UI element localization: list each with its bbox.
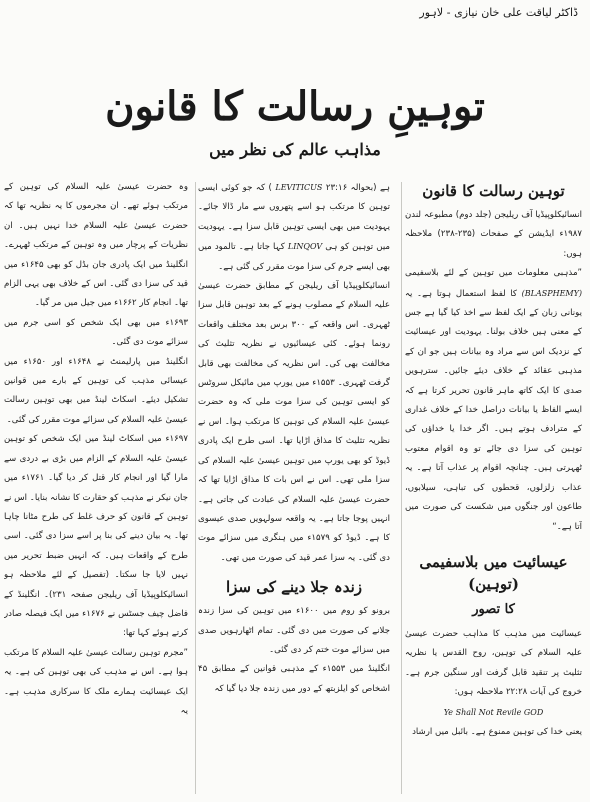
paragraph	[405, 264, 582, 537]
paragraph: انگلینڈ میں ۱۵۵۳ء کے مذہبی قوانین کے مطابق ۴۵ اشخاص کو ایلزبتھ کے دور میں زندہ جلا دیا گیا کہ	[198, 664, 390, 694]
latin-term: LEVITICUS	[275, 183, 323, 192]
column-divider	[401, 182, 402, 794]
article-subtitle: مذاہب عالم کی نظر میں	[209, 140, 381, 159]
paragraph: انسائیکلوپیڈیا آف ریلیجن کے مطابق حضرت عیسیٰ علیہ السلام کے مصلوب ہونے کے بعد توہین قابل سزا ٹھہری۔ اس واقعہ کے ۳۰۰ برس بعد مختلف واقعات رونما ہوئے۔ کئی عیسائیوں نے نظریہ تثلیث کی مخالفت بھی کی۔ اس نظریہ کی مخالفت بھی قابل گرفت ٹھہری۔ ۱۵۵۳ء میں یورپ میں مائیکل سروٹس کو ایسی توہین کی سزا موت ملی کہ وہ حضرت عیسیٰ علیہ السلام کی توہین کا مرتکب ہوا۔ اس نے نظریہ تثلیث کا مذاق اڑایا تھا۔ اسی طرح ایک پادری ڈیوڈ کو بھی یورپ میں توہین عیسیٰ علیہ السلام کی سزا ملی تھی۔ اس نے اس بات کا مذاق اڑایا تھا کہ حضرت عیسیٰ علیہ السلام کی عبادت کی جاتی ہے۔ انہیں پوجا جاتا ہے۔ یہ واقعہ سولہویں صدی عیسوی کا ہے۔ ڈیوڈ کو ۱۵۷۹ء میں ہنگری میں سزائے موت دی گئی۔ یہ سزا عمر قید کی صورت میں تھی۔	[198, 281, 390, 563]
paragraph: عیسائیت میں مذہب کا مذاہب حضرت عیسیٰ علیہ السلام کی توہین، روح القدس یا نظریہ تثلیث پر تنقید قابل گرفت اور سنگین جرم ہے۔ خروج کی آیات ۲۲:۲۸ ملاحظہ ہوں:	[405, 628, 582, 698]
paragraph-text: کا لفظ استعمال ہوتا ہے۔ یہ یونانی زبان کے ایک لفظ سے اخذ کیا گیا ہے جس کے معنی ہیں خلاف بولنا۔ یہودیت اور عیسائیت کے نزدیک اس سے مراد وہ بیانات ہیں جو ان کے مذہبی عقائد کے خلاف دیئے جائیں۔ سترہویں صدی کا ایک کاتھ ماہر قانون تحریر کرتا ہے کہ ایسے الفاظ یا بیانات دراصل خدا کے خلاف غداری کے مترادف ہوتے ہیں۔ اگر خدا یا خداؤں کی توہین کی سزا دی جائے تو وہ اقوام معتوب ٹھہرتی ہیں۔ چنانچہ اقوام پر عذاب آتا ہے۔ یہ عذاب زلزلوں، قحطوں کی تباہی، سیلابوں، طاعون اور جنگوں میں شکست کی صورت میں آتا ہے۔“	[405, 288, 582, 532]
paragraph: یعنی خدا کی توہین ممنوع ہے۔ بائبل میں ارشاد	[412, 726, 582, 737]
paragraph	[198, 178, 390, 277]
column-middle	[198, 178, 390, 796]
paragraph: انگلینڈ میں پارلیمنٹ نے ۱۶۴۸ء اور ۱۶۵۰ء میں عیسائی مذہب کی توہین کے بارے میں قوانین تشکیل دیئے۔ اسکاٹ لینڈ میں بھی توہین رسالت عیسیٰ علیہ السلام کی سزائے موت مقرر کی گئی۔	[4, 356, 188, 425]
latin-term: LINQOV	[287, 242, 323, 252]
paragraph: ۱۶۹۷ء میں اسکاٹ لینڈ میں ایک شخص کو توہین عیسیٰ علیہ السلام کے الزام میں بڑی بے دردی سے مارا گیا اور انجام کار قتل کر دیا گیا۔ ۱۷۶۱ء میں جان نیکر نے مذہب کو حقارت کا نشانہ بنایا۔ اس نے توہین کے قانون کو حرف غلط کی طرح مٹانا چاہا تھا۔ یہ بیان دینے کی بنا پر اسے سزا دی گئی۔ اسی طرح کے واقعات ہیں۔ کہ انہیں ضبط تحریر میں نہیں لایا جا سکتا۔ (تفصیل کے لئے ملاحظہ ہو انسائیکلوپیڈیا آف ریلیجن صفحہ ۲۳۱)۔ انگلینڈ کے فاضل چیف جسٹس نے ۱۶۷۶ء میں ایک فیصلہ صادر کرتے ہوئے کہا تھا:	[4, 434, 188, 639]
paragraph	[405, 703, 582, 723]
paragraph-text: ہے (بحوالہ ۲۳:۱۶	[325, 183, 390, 193]
paragraph-text: کہا جاتا ہے۔ تالمود میں بھی ایسے جرم کی سزا موت مقرر کی گئی ہے۔	[198, 242, 390, 272]
paragraph: وہ حضرت عیسیٰ علیہ السلام کی توہین کے مرتکب ہوئے تھے۔ ان مجرموں کا یہ نظریہ تھا کہ حضرت عیسیٰ علیہ السلام خدا نہیں ہیں۔ ان نظریات کے پرچار میں وہ توہین کے مرتکب ٹھہرے۔ انگلینڈ میں ایک پادری جان بڈل کو بھی ۱۶۴۵ء میں قید کی سزا دی گئی۔ اس کے خلاف بھی یہی الزام تھا۔ انجام کار ۱۶۶۲ء میں جیل میں مر گیا۔	[4, 182, 188, 309]
paragraph-text: ) کہ جو کوئی ایسی توہین کا مرتکب ہو اسے پتھروں سے مار ڈالا جائے۔ یہودیت میں بھی ایسی توہین قابل سزا ہے۔ یہودیت میں توہین کو ہی	[198, 183, 390, 253]
column-right	[405, 178, 582, 796]
section-heading: توہین رسالت کا قانون	[422, 182, 565, 200]
article-title: توہینِ رسالت کا قانون	[105, 83, 485, 130]
section-heading: زندہ جلا دینے کی سزا	[225, 578, 363, 597]
column-left	[4, 178, 188, 796]
paragraph-text: ”مذہبی معلومات میں توہین کے لئے بلاسفیمی	[405, 268, 582, 279]
latin-quote: Ye Shall Not Revile GOD	[443, 707, 544, 717]
paragraph: ۱۶۹۳ء میں بھی ایک شخص کو اسی جرم میں سزائے موت دی گئی۔	[4, 317, 188, 348]
paragraph: ”مجرم توہین رسالت عیسیٰ علیہ السلام کا مرتکب ہوا ہے۔ اس نے مذہب کی بھی توہین کی ہے۔ یہ ایک عیسائیت ہمارے ملک کا سرکاری مذہب ہے۔ یہ	[4, 647, 188, 716]
paragraph: برونو کو روم میں ۱۶۰۰ء میں توہین کی سزا زندہ جلانے کی صورت میں دی گئی۔ تمام اٹھارہویں صدی میں سزائے موت ختم کر دی گئی۔	[198, 606, 390, 655]
section-heading: کا تصور	[472, 601, 515, 617]
paragraph: انسائیکلوپیڈیا آف ریلیجن (جلد دوم) مطبوعہ لندن ۱۹۸۷ء ایڈیشن کے صفحات (۲۳۵-۲۳۸) ملاحظہ ہوں:	[405, 210, 582, 259]
author-byline: ڈاکٹر لیاقت علی خان نیازی - لاہور	[419, 6, 578, 19]
column-divider	[195, 182, 196, 794]
section-heading: عیسائیت میں بلاسفیمی (توہین)	[419, 552, 568, 593]
latin-term: (BLASPHEMY)	[521, 288, 582, 298]
